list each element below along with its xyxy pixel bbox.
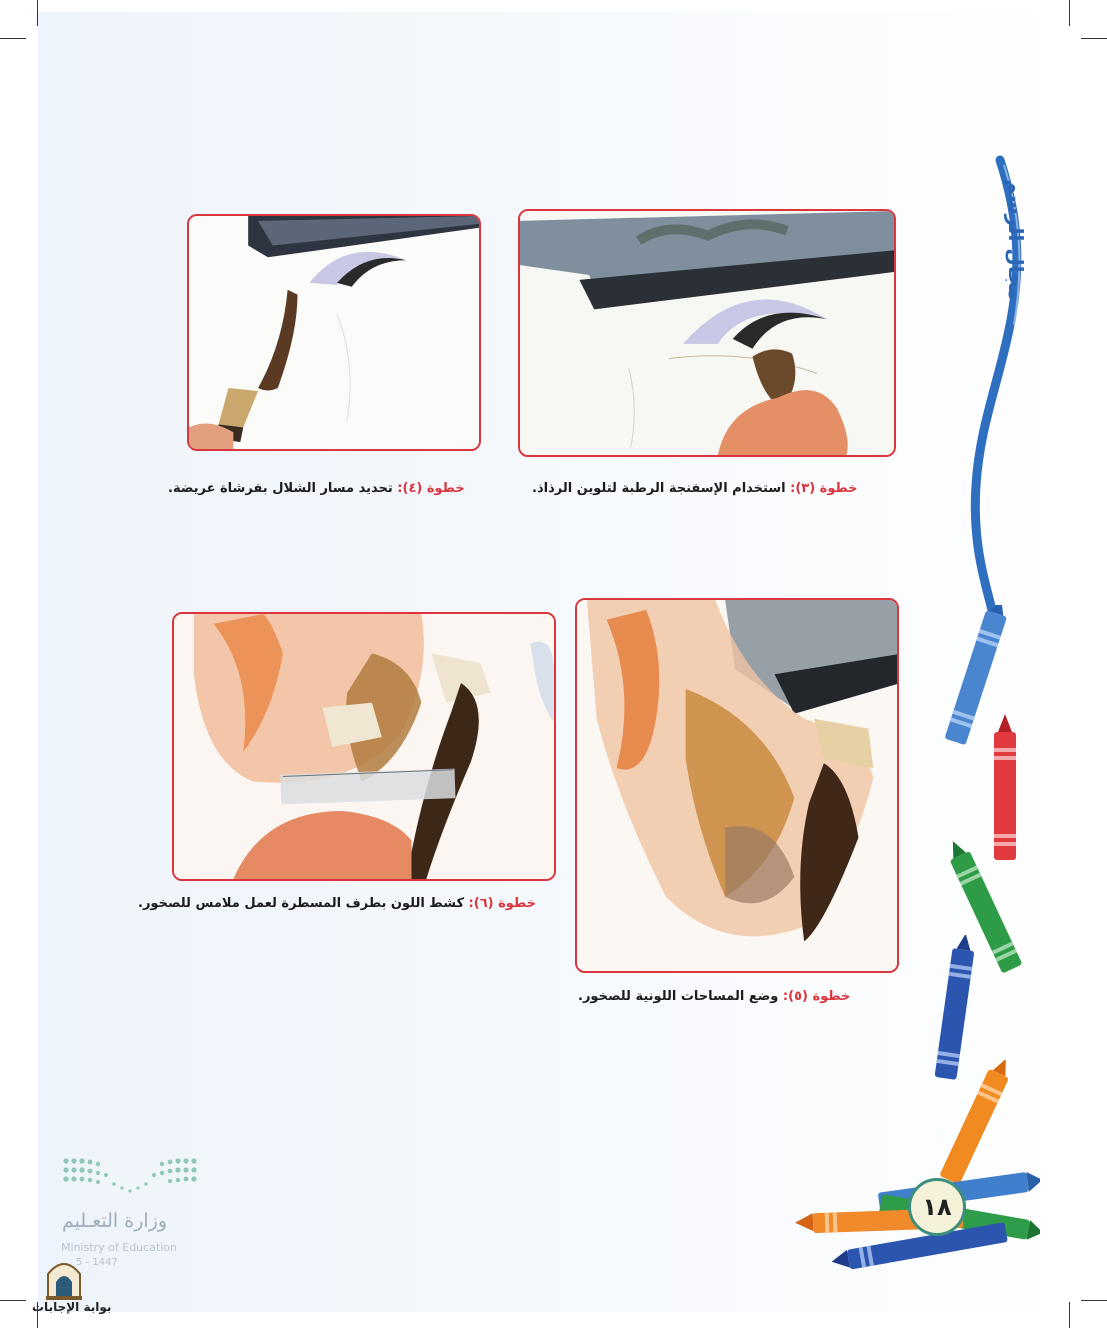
side-title: مجال الرسم xyxy=(1004,179,1028,300)
watermark-building-icon xyxy=(44,1256,84,1300)
crop-mark xyxy=(1081,38,1107,39)
caption-step-3 xyxy=(532,481,858,496)
crop-mark xyxy=(0,38,26,39)
step-label: خطوة (٦): xyxy=(468,896,536,911)
crop-mark xyxy=(37,0,38,26)
step-text: تحديد مسار الشلال بفرشاة عريضة. xyxy=(168,481,398,496)
photo-step-3 xyxy=(518,209,896,457)
step-label: خطوة (٣): xyxy=(790,481,858,496)
crop-mark xyxy=(0,1300,26,1301)
crop-mark xyxy=(1069,0,1070,26)
photo-step-5 xyxy=(575,598,899,973)
watermark-label: بوابة الإجابات xyxy=(32,1300,112,1314)
step-label: خطوة (٤): xyxy=(397,481,465,496)
photo-step-4 xyxy=(187,214,481,451)
caption-step-5 xyxy=(578,989,850,1004)
step-text: وضع المساحات اللونية للصخور. xyxy=(578,989,783,1004)
page-number: ١٨ xyxy=(908,1178,966,1236)
ministry-name-english: Ministry of Education xyxy=(61,1241,178,1254)
photo-step-6 xyxy=(172,612,556,881)
ministry-logo-icon xyxy=(62,1155,198,1199)
caption-step-4 xyxy=(168,481,465,496)
step-text: استخدام الإسفنجة الرطبة لتلوين الرذاذ. xyxy=(532,481,791,496)
crop-mark xyxy=(1081,1300,1107,1301)
crop-mark xyxy=(1069,1302,1070,1328)
caption-step-6 xyxy=(138,896,536,911)
ministry-name-arabic: وزارة التعـليم xyxy=(62,1210,168,1232)
step-text: كشط اللون بطرف المسطرة لعمل ملامس للصخور. xyxy=(138,896,469,911)
step-label: خطوة (٥): xyxy=(782,989,851,1004)
ministry-year: 5 - 1447 xyxy=(76,1257,118,1268)
